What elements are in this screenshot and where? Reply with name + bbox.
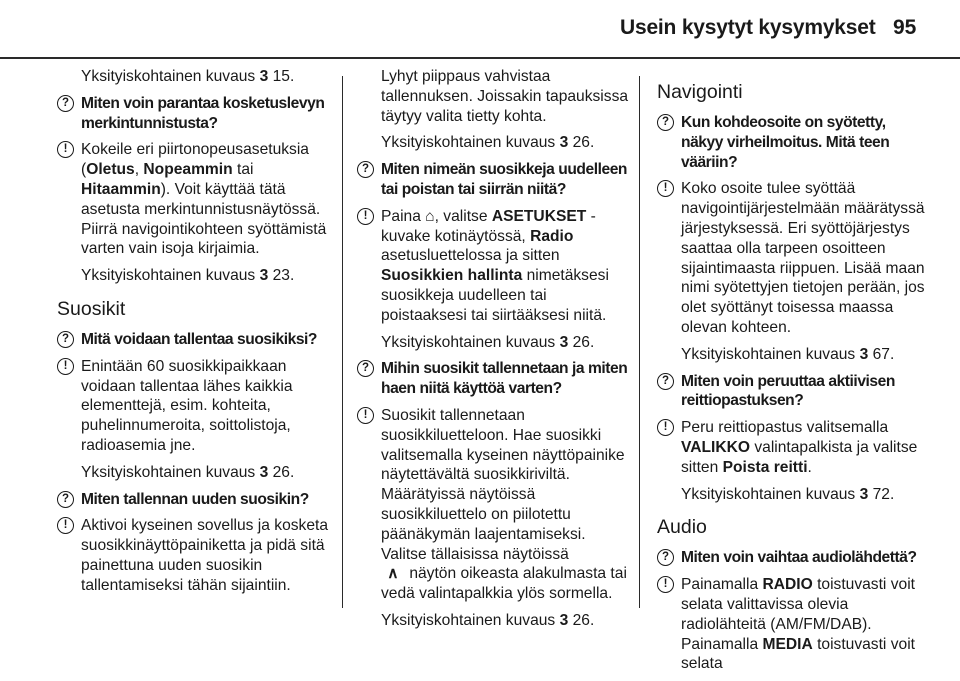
reference-line — [357, 333, 631, 353]
page-ref-icon: 3 — [559, 333, 569, 351]
column-divider-1 — [342, 76, 343, 608]
question-icon: ? — [357, 360, 374, 377]
column-3 — [657, 67, 929, 681]
faq-answer — [357, 207, 631, 326]
faq-answer — [657, 179, 929, 337]
answer-text: ). Voit käyttää tätä asetusta merkintunnistusnäytössä. Piirrä navigointikohteen syöttämistä varten vain isoja kirjaimia. — [81, 180, 327, 258]
answer-text: asetusluettelossa ja sitten — [381, 247, 560, 265]
faq-question — [357, 359, 631, 399]
page-ref-icon: 3 — [559, 611, 569, 629]
question-icon: ? — [57, 491, 74, 508]
faq-question — [357, 160, 631, 200]
reference-line — [357, 611, 631, 631]
option-label: VALIKKO — [681, 438, 751, 456]
running-header-title: Usein kysytyt kysymykset — [620, 16, 876, 39]
question-icon: ? — [357, 161, 374, 178]
option-label: Hitaammin — [81, 180, 161, 198]
faq-answer — [57, 516, 329, 595]
reference-text: Yksityiskohtainen kuvaus — [681, 345, 856, 363]
faq-question — [57, 94, 329, 134]
faq-question — [657, 372, 929, 412]
reference-page: 15. — [272, 68, 295, 85]
chevron-up-icon: ∧ — [387, 565, 399, 583]
reference-text: Yksityiskohtainen kuvaus — [81, 267, 256, 285]
answer-text: Kokeile eri piirtonopeusasetuksia ( — [81, 141, 309, 179]
home-icon: ⌂ — [425, 207, 435, 225]
question-icon: ? — [57, 331, 74, 348]
reference-text: Yksityiskohtainen kuvaus — [681, 485, 856, 503]
page-ref-icon: 3 — [259, 463, 269, 481]
faq-answer — [657, 575, 929, 674]
column-2 — [357, 67, 631, 638]
reference-page: 26. — [572, 611, 595, 629]
faq-answer — [357, 406, 631, 604]
answer-text: Lyhyt piippaus vahvistaa tallennuksen. Joissakin tapauksissa täytyy valita tietty kohta. — [381, 68, 629, 125]
page-ref-icon: 3 — [259, 68, 269, 85]
answer-icon: ! — [57, 141, 74, 158]
reference-line — [657, 485, 929, 505]
answer-icon: ! — [57, 517, 74, 534]
page-ref-icon: 3 — [859, 345, 869, 363]
option-label: Suosikkien hallinta — [381, 267, 523, 285]
faq-answer — [57, 357, 329, 456]
page-ref-icon: 3 — [259, 267, 269, 285]
option-label: MEDIA — [762, 635, 813, 653]
question-text: Kun kohdeosoite on syötetty, näkyy virheilmoitus. Mitä teen vääriin? — [681, 114, 890, 171]
reference-page: 72. — [872, 485, 895, 503]
column-1 — [57, 67, 329, 603]
option-label: Oletus — [86, 161, 135, 179]
answer-text: Suosikit tallennetaan suosikkiluetteloon. Hae suosikki valitsemalla kyseinen näyttöpainike näytettävältä suosikkiriviltä. Määrätyissä näytöissä suosikkiluettelo on piilotettu päänäkymän laajentamiseksi. Valitse tällaisissa näytöissä — [381, 406, 625, 563]
answer-icon: ! — [357, 208, 374, 225]
faq-question — [57, 490, 329, 510]
answer-continuation — [357, 67, 631, 126]
reference-page: 26. — [572, 333, 595, 351]
answer-icon: ! — [657, 180, 674, 197]
question-text: Miten nimeän suosikkeja uudelleen tai poistan tai siirrän niitä? — [381, 161, 627, 198]
answer-text: Paina — [381, 207, 426, 225]
option-label: RADIO — [762, 576, 813, 594]
reference-page: 26. — [272, 463, 295, 481]
question-text: Miten voin peruuttaa aktiivisen reittiopastuksen? — [681, 372, 895, 410]
reference-line — [57, 266, 329, 286]
option-label: Nopeammin — [143, 161, 233, 179]
answer-text: tai — [232, 161, 254, 179]
reference-page: 23. — [272, 267, 295, 285]
answer-icon: ! — [357, 407, 374, 424]
header-rule — [0, 57, 960, 59]
question-icon: ? — [57, 95, 74, 112]
page-ref-icon: 3 — [859, 485, 869, 503]
section-heading: Suosikit — [57, 297, 126, 320]
answer-text: , valitse — [434, 207, 492, 225]
question-icon: ? — [657, 549, 674, 566]
section-heading: Navigointi — [657, 81, 743, 103]
reference-text: Yksityiskohtainen kuvaus — [81, 68, 256, 85]
option-label: Poista reitti — [722, 458, 808, 476]
faq-question — [657, 548, 929, 568]
reference-page: 26. — [572, 134, 595, 152]
answer-icon: ! — [657, 576, 674, 593]
answer-text: Painamalla — [681, 576, 763, 594]
option-label: Radio — [530, 227, 574, 245]
section-heading: Audio — [657, 516, 707, 539]
reference-text: Yksityiskohtainen kuvaus — [381, 333, 556, 351]
reference-line — [57, 67, 329, 87]
answer-text: Enintään 60 suosikkipaikkaan voidaan tallentaa lähes kaikkia elementtejä, esim. kohteita, puhelinnumeroita, soittolistoja, radioasemia jne. — [81, 357, 293, 454]
reference-line — [57, 463, 329, 483]
answer-text: nimetäksesi suosikkeja uudelleen tai poistaaksesi tai siirtääksesi niitä. — [381, 267, 609, 324]
answer-text: toistuvasti voit selata — [681, 635, 915, 673]
reference-line — [357, 133, 631, 153]
answer-icon: ! — [657, 419, 674, 436]
faq-answer — [57, 140, 329, 259]
option-label: ASETUKSET — [491, 207, 587, 225]
page-number: 95 — [893, 16, 917, 39]
answer-text: Koko osoite tulee syöttää navigointijärjestelmään määrätyssä järjestyksessä. Eri syöttöjärjestys saattaa olla tarpeen osoitteen sijaintimaasta riippuen. Lisää maan nimi syötettyjen tietojen perään, jos olet syöttänyt toisessa maassa olevan kohteen. — [681, 180, 925, 336]
faq-question — [657, 113, 929, 172]
page-ref-icon: 3 — [559, 134, 569, 152]
question-text: Miten tallennan uuden suosikin? — [81, 490, 309, 508]
answer-text: valintapalkista ja valitse sitten — [681, 438, 918, 476]
reference-page: 67. — [872, 345, 895, 363]
answer-text: -kuvake kotinäytössä, — [381, 207, 596, 245]
reference-text: Yksityiskohtainen kuvaus — [381, 611, 556, 629]
reference-text: Yksityiskohtainen kuvaus — [81, 463, 256, 481]
question-text: Mihin suosikit tallennetaan ja miten haen niitä käyttöä varten? — [381, 360, 628, 398]
faq-question — [57, 330, 329, 350]
question-text: Miten voin parantaa kosketuslevyn merkintunnistusta? — [81, 94, 325, 132]
answer-text: näytön oikeasta alakulmasta tai vedä valintapalkkia ylös sormella. — [381, 565, 627, 603]
reference-line — [657, 345, 929, 365]
answer-text: toistuvasti voit selata valittavissa olevia radiolähteitä (AM/FM/DAB). Painamalla — [681, 576, 915, 653]
answer-text: . — [807, 458, 812, 476]
column-divider-2 — [639, 76, 640, 608]
question-text: Mitä voidaan tallentaa suosikiksi? — [81, 330, 318, 348]
question-icon: ? — [657, 114, 674, 131]
answer-icon: ! — [57, 358, 74, 375]
answer-text: , — [134, 161, 144, 179]
answer-text: Peru reittiopastus valitsemalla — [681, 419, 889, 437]
question-text: Miten voin vaihtaa audiolähdettä? — [681, 549, 917, 567]
faq-answer — [657, 418, 929, 477]
reference-text: Yksityiskohtainen kuvaus — [381, 134, 556, 152]
question-icon: ? — [657, 373, 674, 390]
answer-text: Aktivoi kyseinen sovellus ja kosketa suosikkinäyttöpainiketta ja pidä sitä painettuna uuden suosikin tallentamiseksi tähän sijaintiin. — [81, 517, 329, 594]
